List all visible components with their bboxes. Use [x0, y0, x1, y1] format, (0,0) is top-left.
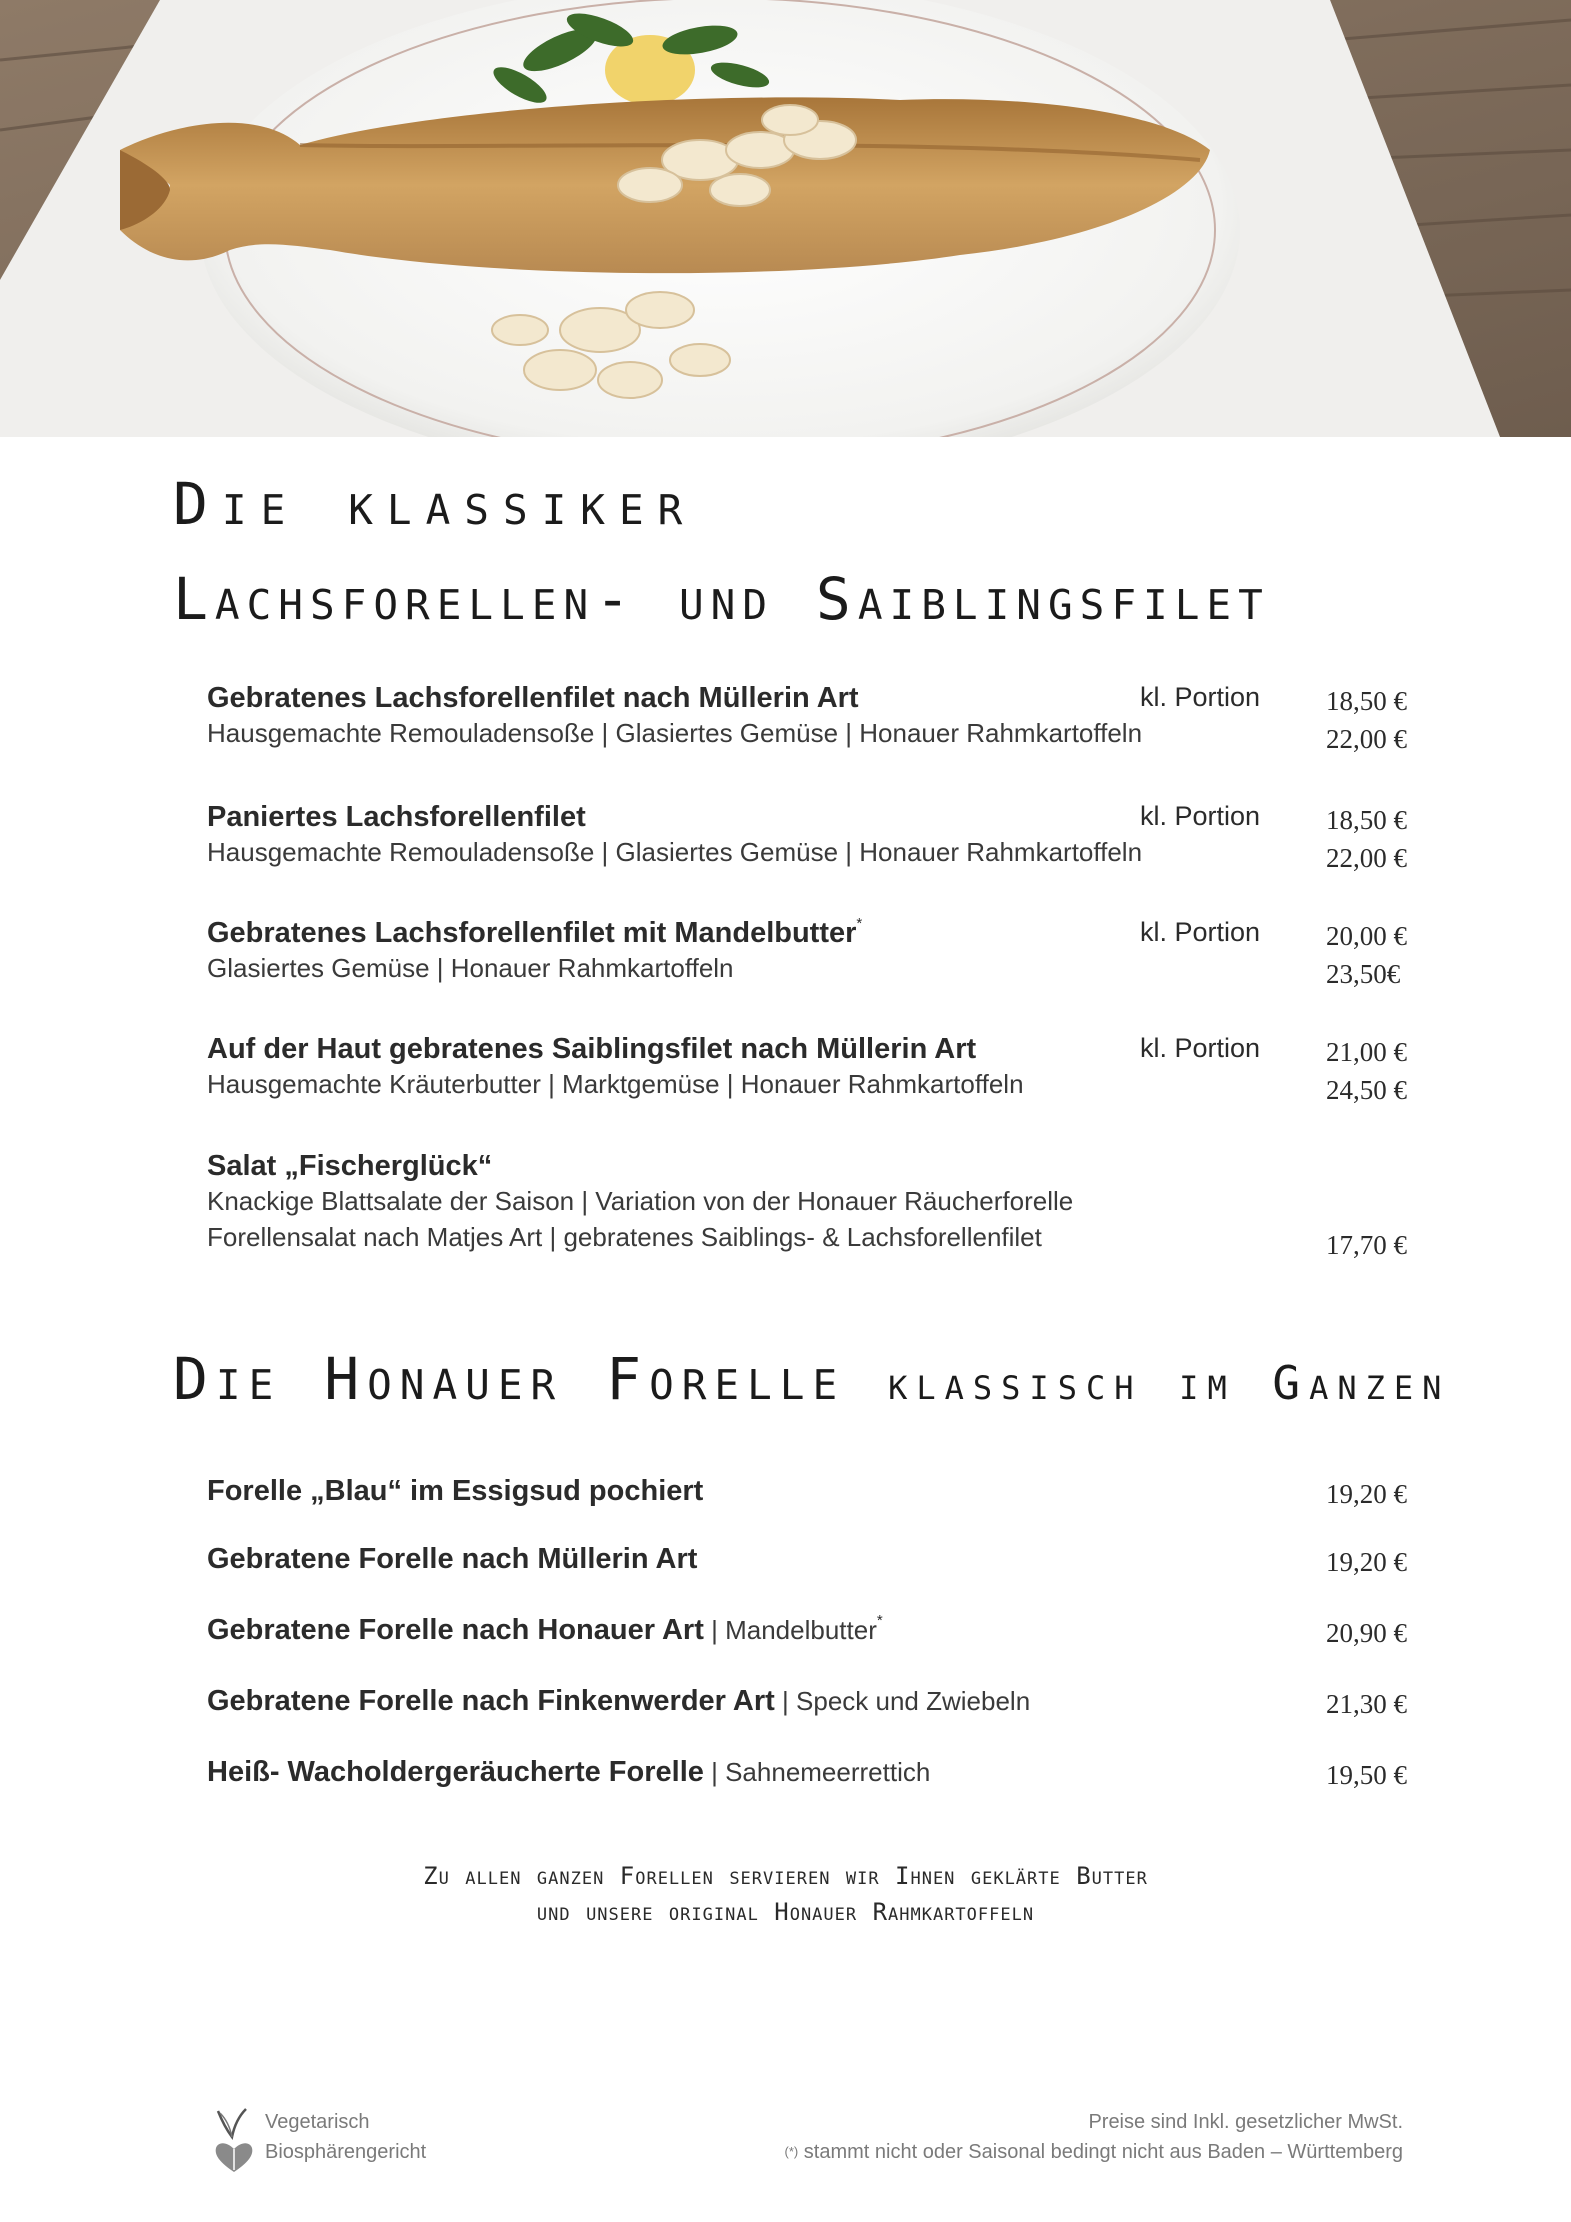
heart-leaf-icon — [212, 2140, 256, 2174]
menu-item — [207, 915, 1417, 989]
portion-label: kl. Portion — [1140, 682, 1261, 712]
menu-item — [207, 682, 1417, 754]
dish-name-row — [207, 1685, 1417, 1718]
hero-photo — [0, 0, 1571, 437]
origin-note: stammt nicht oder Saisonal bedingt nicht aus Baden – Württemberg — [798, 2141, 1403, 2163]
footnote-mark: * — [856, 915, 863, 932]
section-title-sub: klassisch im Ganzen — [888, 1356, 1451, 1410]
price-regular: 24,50 € — [1326, 1075, 1407, 1105]
menu-item — [207, 801, 1417, 873]
legend — [212, 2107, 426, 2167]
menu-item — [207, 1033, 1417, 1105]
dish-name: Paniertes Lachsforellenfilet — [207, 801, 586, 833]
section-title-classics: Die klassiker — [173, 470, 697, 538]
price-regular: 22,00 € — [1326, 843, 1407, 873]
price-small: 21,00 € — [1326, 1037, 1407, 1067]
footer-notes — [785, 2107, 1403, 2167]
footnote-mark: (*) — [784, 2144, 799, 2159]
menu-item — [207, 1756, 1417, 1789]
dish-name: Salat „Fischerglück“ — [207, 1150, 493, 1182]
footnote-mark: * — [876, 1612, 883, 1629]
dish-description: Glasiertes Gemüse | Honauer Rahmkartoffeln — [207, 953, 734, 983]
menu-item — [207, 1543, 1417, 1576]
menu-item — [207, 1614, 1417, 1647]
vegetarian-label: Vegetarisch — [265, 2111, 370, 2133]
price-small: 18,50 € — [1326, 805, 1407, 835]
serving-note-line1: Zu allen ganzen Forellen servieren wir Ihnen geklärte Butter — [423, 1862, 1148, 1890]
dish-name: Forelle „Blau“ im Essigsud pochiert — [207, 1475, 704, 1507]
menu-item — [207, 1685, 1417, 1718]
dish-description: Hausgemachte Remouladensoße | Glasiertes Gemüse | Honauer Rahmkartoffeln — [207, 718, 1143, 748]
trout-dish-image — [0, 0, 1571, 437]
price-regular: 19,20 € — [1326, 1479, 1407, 1509]
portion-label: kl. Portion — [1140, 801, 1261, 831]
portion-label: kl. Portion — [1140, 917, 1261, 947]
dish-description: Hausgemachte Remouladensoße | Glasiertes Gemüse | Honauer Rahmkartoffeln — [207, 837, 1143, 867]
prices-note: Preise sind Inkl. gesetzlicher MwSt. — [1088, 2111, 1403, 2133]
dish-name-row — [207, 1756, 1417, 1789]
origin-note-row — [785, 2137, 1403, 2167]
dish-accompaniment: | Sahnemeerrettich — [703, 1757, 931, 1787]
price-small: 20,00 € — [1326, 921, 1407, 951]
price-regular: 19,50 € — [1326, 1760, 1407, 1790]
v-leaf-icon — [212, 2107, 252, 2141]
dish-accompaniment: | Mandelbutter — [703, 1615, 877, 1645]
portion-label: kl. Portion — [1140, 1033, 1261, 1063]
dish-name: Gebratenes Lachsforellenfilet nach Müllerin Art — [207, 682, 859, 714]
dish-name: Heiß- Wacholdergeräucherte Forelle — [207, 1756, 704, 1788]
price-regular: 22,00 € — [1326, 724, 1407, 754]
section-title-fillets: Lachsforellen- und Saiblingsfilet — [173, 565, 1270, 633]
dish-accompaniment: | Speck und Zwiebeln — [774, 1686, 1031, 1716]
dish-name: Gebratene Forelle nach Honauer Art — [207, 1614, 704, 1646]
dish-name: Auf der Haut gebratenes Saiblingsfilet nach Müllerin Art — [207, 1033, 977, 1065]
dish-description: Hausgemachte Kräuterbutter | Marktgemüse | Honauer Rahmkartoffeln — [207, 1069, 1024, 1099]
section-title-main: Die Honauer Forelle — [173, 1345, 846, 1413]
price-regular: 21,30 € — [1326, 1689, 1407, 1719]
price-small: 18,50 € — [1326, 686, 1407, 716]
dish-description: Knackige Blattsalate der Saison | Variation von der Honauer Räucherforelle — [207, 1186, 1074, 1216]
biosphere-label: Biosphärengericht — [265, 2141, 427, 2163]
dish-name: Gebratenes Lachsforellenfilet mit Mandelbutter — [207, 917, 857, 949]
dish-description: Forellensalat nach Matjes Art | gebratenes Saiblings- & Lachsforellenfilet — [207, 1222, 1042, 1252]
price-regular: 23,50€ — [1326, 959, 1401, 989]
price-regular: 19,20 € — [1326, 1547, 1407, 1577]
dish-name: Gebratene Forelle nach Müllerin Art — [207, 1543, 698, 1575]
price-regular: 17,70 € — [1326, 1230, 1407, 1260]
menu-item-salad — [207, 1150, 1417, 1260]
menu-item — [207, 1475, 1417, 1508]
price-regular: 20,90 € — [1326, 1618, 1407, 1648]
serving-note-line2: und unsere original Honauer Rahmkartoffeln — [536, 1898, 1035, 1926]
dish-name-row — [207, 1614, 1417, 1647]
section-title-honauer — [173, 1345, 1450, 1413]
dish-name: Gebratene Forelle nach Finkenwerder Art — [207, 1685, 775, 1717]
